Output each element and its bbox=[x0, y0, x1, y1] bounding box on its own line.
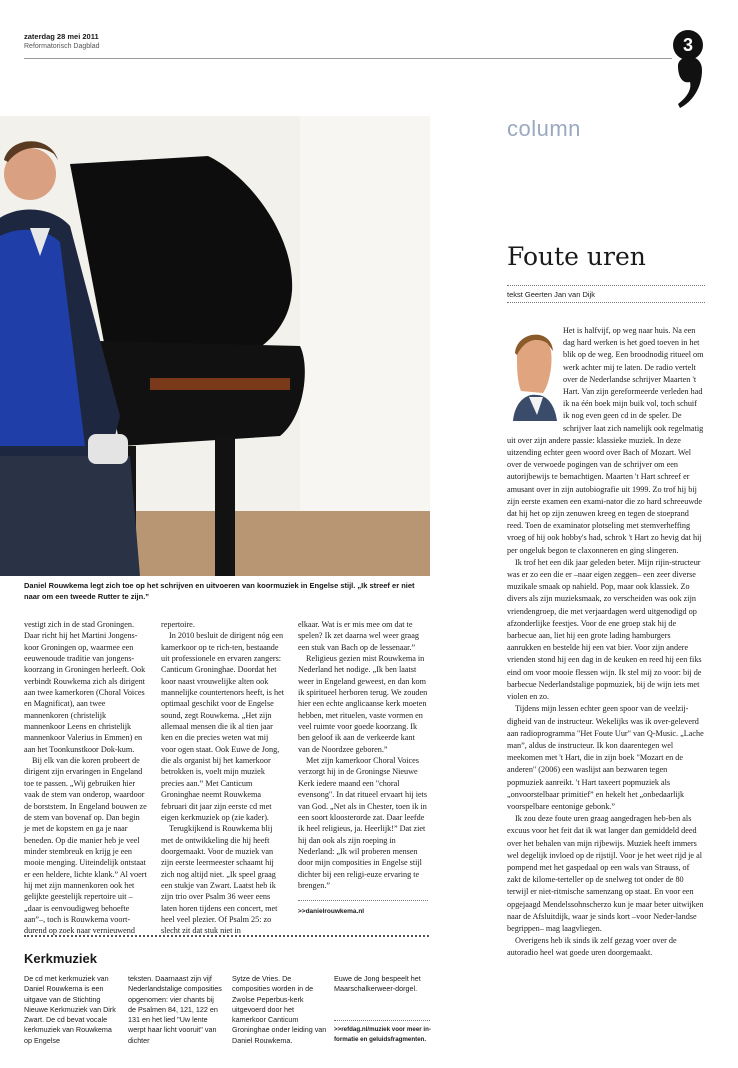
page-number-badge: 3 bbox=[673, 30, 703, 60]
author-portrait bbox=[507, 325, 563, 425]
article-column-2 bbox=[161, 619, 284, 937]
paragraph: Religieus gezien mist Rouwkema in Nederland het nodige. „Ik ben laatst weer in Engeland geweest, en dan kom ik spiritueel herboren terug. We zouden hier een echte anglicaanse kerk moeten hebben, met rituelen, vaste vormen en veel ruimte voor goede koorzang. Ik ben geloof ik aan de verkeerde kant van de Noordzee geboren.” bbox=[298, 654, 428, 754]
header-rule bbox=[24, 58, 672, 59]
paragraph: Ik zou deze foute uren graag aangedragen heb-ben als excuus voor het feit dat ik wat langer dan gemiddeld deed over het behalen van mijn rijbewijs. Muziek heeft immers wel degelijk invloed op de rijstijl. Voor je het weet rijd je al pompend met het gaspedaal op een wals van Strauss, of zakt de kilome-terteller op de snelweg tot onder de 80 terwijl er niet-ritmische samenzang op staat. En voor een opgejaagd Mendelssohnscherzo kun je maar beter uitwijken naar de Afsluitdijk, waar je sinds kort –voor Neder-landse begrippen– mag laagvliegen. bbox=[507, 814, 704, 933]
box-divider bbox=[24, 935, 429, 937]
paragraph: Met zijn kamerkoor Choral Voices verzorgt hij in de Groningse Nieuwe Kerk iedere maand een "choral evensong". In dat ritueel ervaart hij iets van God. „Net als in Chester, toen ik in een soort kloosterorde zat. Daar leefde ik heel religieus, ja. Heerlijk!” Dat ziet hij dan ook als zijn roeping in Nederland: „Ik wil proberen mensen door mijn composities in Engelse stijl dichter bij een religi-euze ervaring te brengen.” bbox=[298, 756, 428, 890]
website-link[interactable]: >>danielrouwkema.nl bbox=[298, 908, 365, 915]
box-title: Kerkmuziek bbox=[24, 951, 97, 966]
paragraph: repertoire. bbox=[161, 620, 195, 629]
box-column-4: Euwe de Jong bespeelt het Maarschalkerweer-dorgel. bbox=[334, 974, 421, 994]
newspaper-name: Reformatorisch Dagblad bbox=[24, 43, 100, 50]
byline-divider bbox=[507, 302, 705, 303]
main-photo bbox=[0, 116, 430, 576]
paragraph: elkaar. Wat is er mis mee om dat te spelen? Ik zet daarna wel weer graag een stuk van Bach op de lessenaar.” bbox=[298, 620, 419, 652]
byline: tekst Geerten Jan van Dijk bbox=[507, 290, 595, 299]
comma-glyph-icon bbox=[672, 48, 706, 110]
box-link[interactable]: >>refdag.nl/muziek voor meer in-formatie en geluidsfragmenten. bbox=[334, 1026, 431, 1043]
box-link-divider bbox=[334, 1020, 430, 1021]
issue-date: zaterdag 28 mei 2011 bbox=[24, 32, 99, 41]
web-link-divider bbox=[298, 900, 428, 901]
photo-illustration bbox=[0, 116, 430, 576]
box-column-1: De cd met kerkmuziek van Daniel Rouwkema is een uitgave van de Stichting Nieuwe Kerkmuziek van Dirk Zwart. De cd bevat vocale kerkmuziek van Rouwkema op Engelse bbox=[24, 974, 116, 1045]
paragraph: Terugkijkend is Rouwkema blij met de ontwikkeling die hij heeft doorgemaakt. Voor de muziek van zijn eerste leermeester schaamt hij zich nog altijd niet. „Ik speel graag een stukje van Zwart. Laatst heb ik zijn trio over Psalm 36 weer eens laten horen tijdens een concert, met heel veel plezier. Of Psalm 25: zo slecht zit dat stuk niet in bbox=[161, 824, 278, 936]
paragraph: Overigens heb ik sinds ik zelf gezag voer over de autoradio heel wat goede uren doorgemaakt. bbox=[507, 936, 677, 958]
author-photo bbox=[507, 325, 559, 421]
paragraph: Tijdens mijn lessen echter geen spoor van de veelzij-digheid van de instructeur. Wekelijks was ik over-geleverd aan radioprogramma "Het Foute Uur" van Q-Music. „Lache man”, aldus de instructeur. Ik kon daarentegen wel meekomen met 't Hart, die in zijn boek "Mozart en de anderen" (2006) een waslijst aan bezwaren tegen popmuziek aanreikt. 't Hart taxeert popmuziek als „onvoorstelbaar primitief” en hekelt het „onbedaarlijk voorspelbare eentonige gebonk.” bbox=[507, 704, 704, 811]
article-column-3 bbox=[298, 619, 428, 891]
article-headline: Foute uren bbox=[507, 242, 646, 271]
section-label: column bbox=[507, 116, 581, 141]
box-column-2: teksten. Daarnaast zijn vijf Nederlandstalige composities opgenomen: vier chants bij de Psalmen 84, 121, 122 en 131 en het lied "Uw lente werpt haar licht vooruit" van dichter bbox=[128, 974, 222, 1045]
photo-caption: Daniel Rouwkema legt zich toe op het schrijven en uitvoeren van koormuziek in Engelse stijl. „Ik streef er niet naar om een tweede Rutter te zijn.” bbox=[24, 581, 415, 601]
paragraph: Bij elk van die koren probeert de dirigent zijn ervaringen in Engeland toe te passen. „Wij gebruiken hier vaak de stem van onderop, waardoor de borststem. In Engeland bouwen ze de stem van bovenaf op. Dan begin je met de kopstem en ga je naar beneden. Op die manier heb je veel minder stembreuk en krijg je een mooie menging. Uiteindelijk ontstaat er een heldere, lichte klank.” Al voert hij met zijn mannenkoren ook het gelijkte geestelijk repertoire uit –„daar is eenvoudigweg behoefte aan”–, toch is Rouwkema voort-durend op zoek naar vernieuwend bbox=[24, 756, 147, 936]
paragraph: Ik trof het een dik jaar geleden beter. Mijn rijin-structeur was er zo een die er –naar eigen zeggen– een zeer diverse muzikale smaak op nahield. Pop, maar ook klassiek. Zo divers als zijn muzieksmaak, zo verscheiden was ook zijn vriendengroep, die met verjaardagen werd uitgenodigd op afzonderlijke feestjes. Voor de ene groep stak hij de barbecue aan, liet hij een grote lading hamburgers aanrukken en bestelde hij een vat bier. Voor zijn andere vrienden stond hij een dag in de keuken en reed hij een fiks eind om voor mooie flessen wijn. Ik stel mij zo voor: bij de barbecue Nederlandstalige popmuziek, bij de wijn iets met violen en zo. bbox=[507, 557, 702, 702]
paragraph: vestigt zich in de stad Groningen. Daar richt hij het Martini Jongens-koor Groningen op, waarmee een eeuwenoude traditie van jongens-koorzang in Groningen herleeft. Ook verbindt Rouwkema zich als dirigent aan twee kamerkoren (Choral Voices en Magnificat), aan twee mannenkoren (christelijk mannenkoor Leens en christelijk mannenkoor Valerius in Emmen) en aan het Toonkunstkoor Dok-kum. bbox=[24, 620, 146, 754]
headline-divider bbox=[507, 285, 705, 286]
paragraph: In 2010 besluit de dirigent nóg een kamerkoor op te rich-ten, bestaande uit professionele en ervaren zangers: Canticum Groninghae. Doordat het koor naast vrouwelijke alten ook mannelijke countertenors heeft, is het optimaal geschikt voor de Engelse sound, zegt Rouwkema. „Het zijn allemaal mensen die ik al tien jaar ken en die precies weten wat mij voor ogen staat. Ook Euwe de Jong, die als organist bij het kamerkoor betrokken is, voelt mijn muziek precies aan.” Met Canticum Groninghae neemt Rouwkema februari dit jaar zijn eerste cd met eigen kerkmuziek op (zie kader). bbox=[161, 631, 284, 822]
box-column-3: Sytze de Vries. De composities worden in de Zwolse Peperbus-kerk uitgevoerd door het kamerkoor Canticum Groninghae onder leiding van Daniel Rouwkema. bbox=[232, 974, 327, 1045]
article-column-1 bbox=[24, 619, 147, 937]
column-text bbox=[507, 325, 705, 960]
paragraph: Het is halfvijf, op weg naar huis. Na een dag hard werken is het goed toeven in het blik op de weg. Een broodnodig ritueel om werk achter mij te laten. De radio vertelt over de Nederlandse schrijver Maarten 't Hart. Van zijn gereformeerde verleden had ik na één boek mijn buik vol, toch schuif ik nog even geen cd in de speler. De schrijver laat zich namelijk ook regelmatig uit over zijn andere passie: klassieke muziek. In deze uitzending echter geen woord over Bach of Mozart. Wel over de verwoede pogingen van de schrijver om een autorijbewijs te bemachtigen. Maarten 't Hart schreef er amusant over in zijn autobiografie uit 1999. Zo trof hij bij zijn eerste examen een exami-nator die zo hard schreeuwde dat hij het op zijn zenuwen kreeg en tegen de stoeprand reed. Toen de examinator plotseling met stemverheffing vroeg of hij ook hobby's had, schrok 't Hart zo hevig dat hij per ongeluk begon te claxonneren en ging slingeren. bbox=[507, 326, 704, 555]
